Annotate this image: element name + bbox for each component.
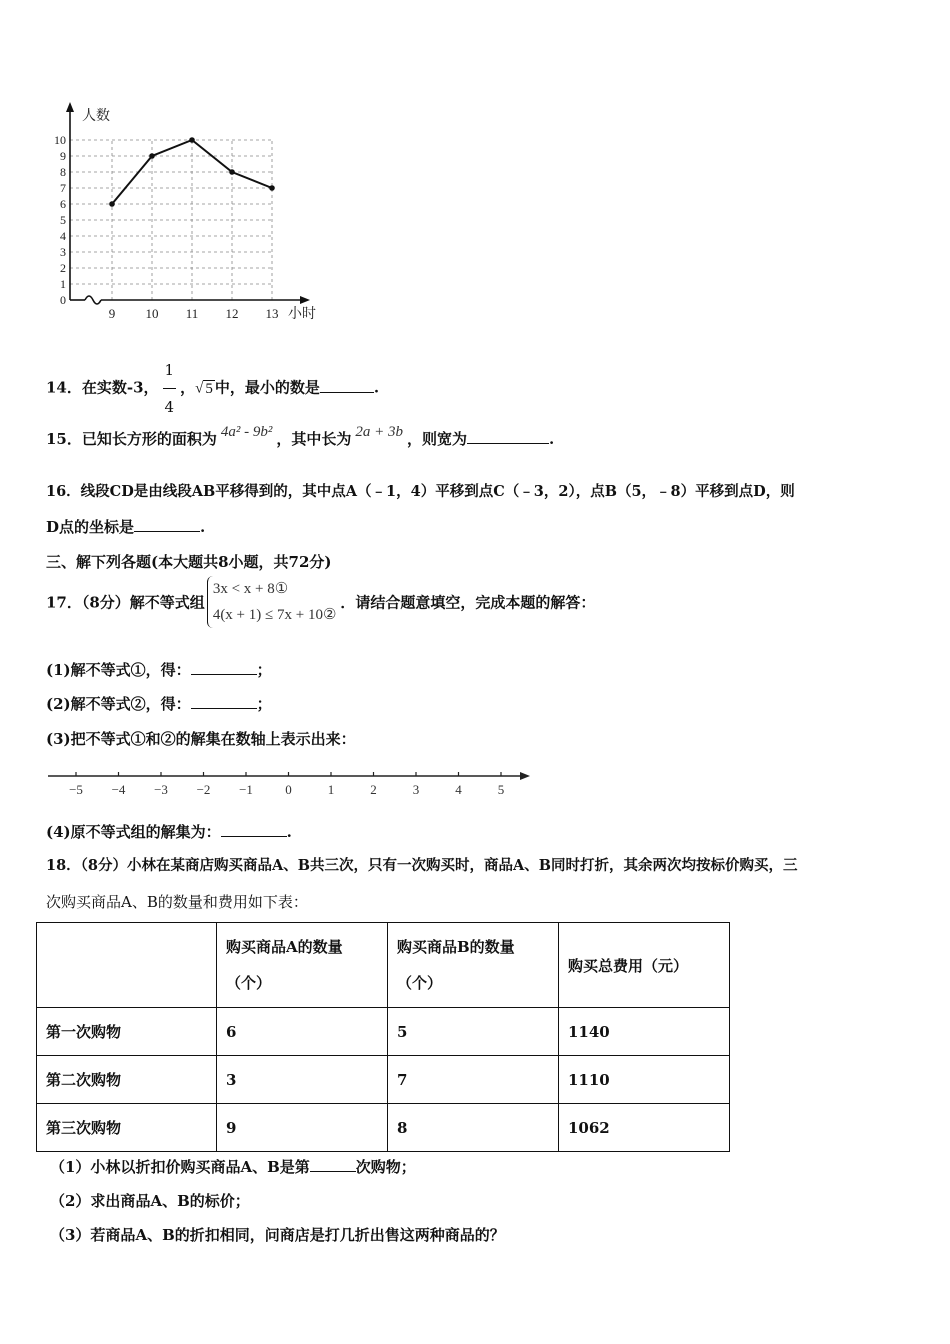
data-point — [229, 169, 235, 175]
axis-break-icon — [85, 296, 101, 304]
y-tick-label: 5 — [60, 213, 66, 227]
sqrt-radicand: 5 — [205, 380, 213, 397]
number-line-tick-label: −3 — [154, 782, 168, 797]
data-point — [109, 201, 115, 207]
table-cell: 5 — [388, 1008, 559, 1056]
number-line-tick-label: 2 — [370, 782, 377, 797]
y-axis-arrow — [66, 102, 74, 112]
step1-answer-blank[interactable] — [191, 674, 257, 675]
y-tick-label: 0 — [60, 293, 66, 307]
line-chart — [40, 98, 330, 328]
number-line-tick-label: 0 — [285, 782, 292, 797]
data-point — [269, 185, 275, 191]
y-tick-label: 6 — [60, 197, 66, 211]
length-expression: 2a + 3b — [355, 424, 404, 440]
x-tick-label: 13 — [265, 306, 279, 321]
number-line-tick-label: 1 — [327, 782, 335, 797]
q14-prefix: 14．在实数-3， — [46, 378, 159, 397]
table-cell: 第一次购物 — [37, 1008, 217, 1056]
q17-step1-end: ； — [256, 661, 272, 679]
step4-answer-blank[interactable] — [221, 836, 287, 837]
number-line-tick-label: 5 — [497, 782, 505, 797]
number-line-tick-label: 3 — [412, 782, 420, 797]
y-axis-label: 人数 — [82, 108, 110, 124]
number-line-tick-label: −5 — [69, 782, 83, 797]
question-16-line2 — [46, 516, 205, 537]
area-expression: 4a² - 9b² — [220, 424, 273, 440]
number-line-arrow — [520, 772, 530, 780]
q17-suffix: ．请结合题意填空，完成本题的解答： — [340, 593, 596, 612]
table-row — [37, 1056, 730, 1104]
q14-answer-blank[interactable] — [320, 392, 374, 393]
q15-prefix: 15．已知长方形的面积为 — [46, 430, 217, 448]
table-header-cell — [388, 923, 559, 1008]
number-line-tick-label: −1 — [239, 782, 253, 797]
y-tick-label: 8 — [60, 165, 66, 179]
q17-step2-end: ； — [256, 695, 272, 713]
q14-comma: ， — [180, 378, 196, 397]
q18-sub1-end: 次购物； — [355, 1158, 416, 1176]
header-unit: （个） — [397, 974, 443, 992]
q16-end: . — [200, 518, 206, 536]
q15-middle: ，其中长为 — [276, 430, 352, 448]
q17-step-3: (3)把不等式①和②的解集在数轴上表示出来： — [46, 730, 356, 748]
table-cell: 8 — [388, 1104, 559, 1152]
q18-sub-2: （2）求出商品A、B的标价； — [50, 1192, 250, 1210]
q14-suffix: 中，最小的数是 — [214, 378, 320, 397]
table-cell: 9 — [217, 1104, 388, 1152]
q14-end: . — [373, 378, 380, 397]
y-tick-labels — [54, 133, 66, 307]
header-qty-b: 购买商品B的数量 — [397, 938, 515, 956]
data-point — [149, 153, 155, 159]
header-qty-a: 购买商品A的数量 — [226, 938, 343, 956]
purchase-table — [36, 922, 730, 1152]
table-cell: 第二次购物 — [37, 1056, 217, 1104]
question-16-line1: 16．线段CD是由线段AB平移得到的，其中点A（﹣1，4）平移到点C（﹣3，2），点B（5，﹣8）平移到点D，则 — [46, 483, 795, 500]
q17-step4-text: (4)原不等式组的解集为： — [46, 823, 221, 841]
sqrt-five: √ 5 — [195, 380, 213, 397]
table-row — [37, 1104, 730, 1152]
q15-answer-blank[interactable] — [467, 443, 549, 444]
q17-step-2 — [46, 693, 272, 714]
y-tick-label: 9 — [60, 149, 66, 163]
y-tick-label: 1 — [60, 277, 66, 291]
sub1-answer-blank[interactable] — [310, 1171, 356, 1172]
table-cell: 6 — [217, 1008, 388, 1056]
q18-sub1-text: （1）小林以折扣价购买商品A、B是第 — [50, 1158, 310, 1176]
chart-grid — [70, 140, 272, 300]
inequality-system — [207, 576, 337, 628]
q17-step1-text: (1)解不等式①，得： — [46, 661, 191, 679]
fraction-quarter — [163, 352, 177, 425]
question-17 — [46, 576, 595, 628]
y-tick-label: 4 — [60, 229, 66, 243]
q17-step-1 — [46, 659, 272, 680]
q17-prefix: 17．（8分）解不等式组 — [46, 593, 205, 612]
table-header-row — [37, 923, 730, 1008]
q16-answer-blank[interactable] — [134, 531, 200, 532]
table-cell: 第三次购物 — [37, 1104, 217, 1152]
table-cell: 1062 — [559, 1104, 730, 1152]
question-14 — [46, 352, 379, 425]
section-heading: 三、解下列各题(本大题共8小题，共72分) — [46, 553, 332, 571]
fraction-denominator: 4 — [164, 398, 175, 416]
number-line-tick-label: −4 — [111, 782, 126, 797]
number-line[interactable] — [44, 764, 534, 800]
table-cell: 3 — [217, 1056, 388, 1104]
table-header-cell — [37, 923, 217, 1008]
q17-step-4 — [46, 821, 292, 842]
x-tick-label: 11 — [185, 306, 199, 321]
table-cell: 1110 — [559, 1056, 730, 1104]
table-cell: 1140 — [559, 1008, 730, 1056]
q17-step2-text: (2)解不等式②，得： — [46, 695, 191, 713]
inequality-2: 4(x + 1) ≤ 7x + 10② — [212, 607, 337, 623]
table-row — [37, 1008, 730, 1056]
question-18-line1: 18．（8分）小林在某商店购买商品A、B共三次，只有一次购买时，商品A、B同时打折，其余两次均按标价购买，三 — [46, 857, 798, 874]
y-tick-label: 7 — [60, 181, 66, 195]
q15-end: . — [549, 430, 555, 448]
q16-line2-text: D点的坐标是 — [46, 518, 135, 536]
question-18-line2: 次购买商品A、B的数量和费用如下表： — [46, 893, 308, 911]
q17-step4-end: . — [286, 823, 292, 841]
chart-axes — [66, 102, 310, 304]
fraction-numerator: 1 — [163, 352, 177, 389]
header-unit: （个） — [226, 974, 272, 992]
y-tick-label: 2 — [60, 261, 66, 275]
x-axis-label: 小时 — [288, 306, 316, 322]
table-header-cell: 购买总费用（元） — [559, 923, 730, 1008]
inequality-1: 3x < x + 8① — [212, 581, 289, 597]
q18-sub-1 — [50, 1156, 416, 1177]
x-tick-label: 10 — [145, 306, 159, 321]
number-line-tick-label: −2 — [196, 782, 211, 797]
y-tick-label: 10 — [54, 133, 66, 147]
number-line-tick-label: 4 — [455, 782, 462, 797]
q18-sub-3: （3）若商品A、B的折扣相同，问商店是打几折出售这两种商品的？ — [50, 1226, 505, 1244]
x-tick-labels — [109, 306, 279, 321]
step2-answer-blank[interactable] — [191, 708, 257, 709]
x-tick-label: 12 — [225, 306, 239, 321]
y-tick-label: 3 — [60, 245, 66, 259]
table-header-cell — [217, 923, 388, 1008]
x-tick-label: 9 — [108, 306, 116, 321]
table-cell: 7 — [388, 1056, 559, 1104]
data-point — [189, 137, 195, 143]
question-15 — [46, 424, 555, 449]
q15-suffix: ，则宽为 — [407, 430, 468, 448]
x-axis-arrow — [300, 296, 310, 304]
